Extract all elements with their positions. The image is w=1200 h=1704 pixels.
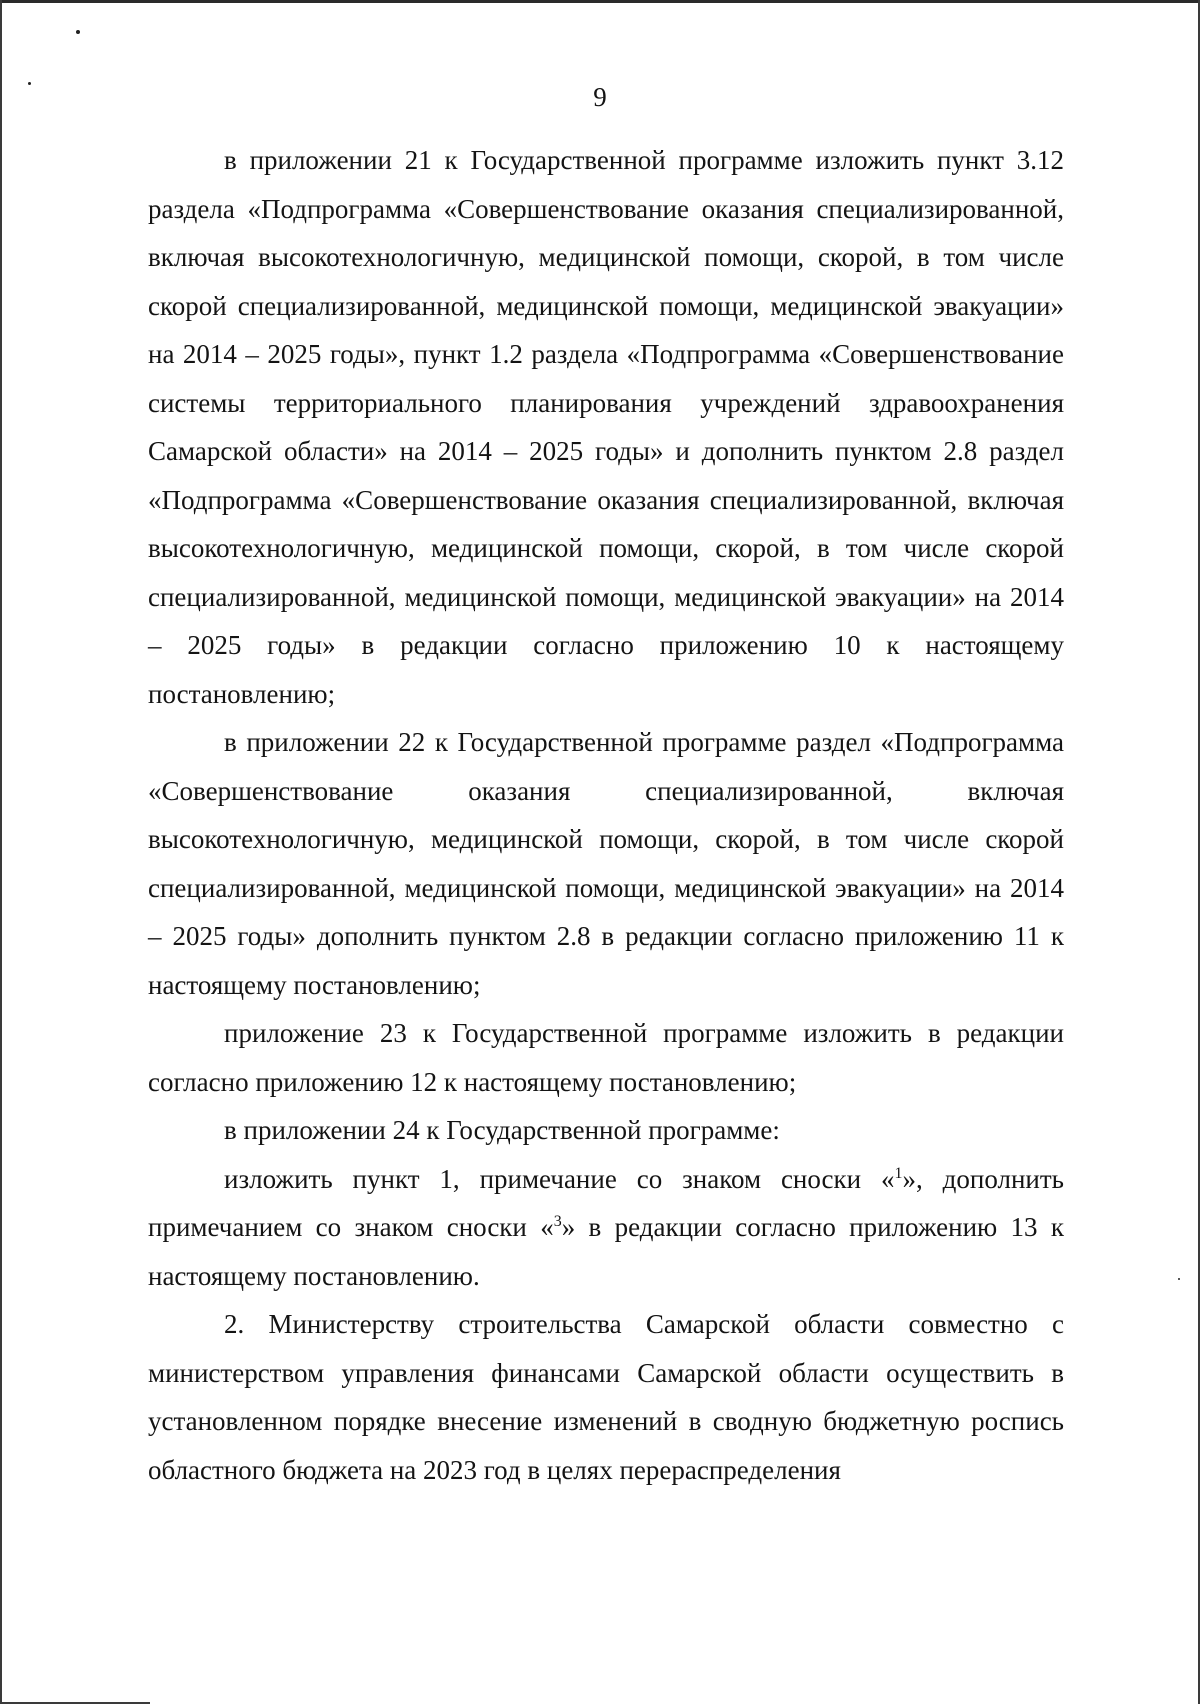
paragraph: в приложении 24 к Государственной программе:	[224, 1115, 780, 1145]
paragraph: в приложении 21 к Государственной программе изложить пункт 3.12 раздела «Подпрограмма «Совершенствование оказания специализированной, включая высокотехнологичную, медицинской помощи, скорой, в том числе скорой специализированной, медицинской помощи, медицинской эвакуации» на 2014 – 2025 годы», пункт 1.2 раздела «Подпрограмма «Совершенствование системы территориального планирования учреждений здравоохранения Самарской области» на 2014 – 2025 годы» и дополнить пунктом 2.8 раздел «Подпрограмма «Совершенствование оказания специализированной, включая высокотехнологичную, медицинской помощи, скорой, в том числе скорой специализированной, медицинской помощи, медицинской эвакуации» на 2014 – 2025 годы» в редакции согласно приложению 10 к настоящему постановлению;	[148, 145, 1064, 709]
scan-speck	[76, 30, 80, 34]
document-body	[148, 136, 1064, 1494]
paragraph: приложение 23 к Государственной программе изложить в редакции согласно приложению 12 к настоящему постановлению;	[148, 1018, 1064, 1097]
scan-edge-top	[0, 0, 1200, 3]
scan-speck	[1178, 1278, 1180, 1280]
paragraph: 2. Министерству строительства Самарской области совместно с министерством управления финансами Самарской области осуществить в установленном порядке внесение изменений в сводную бюджетную роспись областного бюджета на 2023 год в целях перераспределения	[148, 1309, 1064, 1485]
footnote-text-part: » в редакции согласно приложению 13 к настоящему постановлению.	[148, 1212, 1064, 1291]
footnote-mark: 1	[894, 1164, 903, 1182]
footnote-mark: 3	[553, 1213, 562, 1230]
scan-edge-left	[0, 0, 2, 1704]
footnote-text-part: изложить пункт 1, примечание со знаком сноски «	[224, 1163, 895, 1194]
paragraph: в приложении 22 к Государственной программе раздел «Подпрограмма «Совершенствование оказания специализированной, включая высокотехнологичную, медицинской помощи, скорой, в том числе скорой специализированной, медицинской помощи, медицинской эвакуации» на 2014 – 2025 годы» дополнить пунктом 2.8 в редакции согласно приложению 11 к настоящему постановлению;	[148, 727, 1064, 1000]
footnote-text-part: », дополнить примечанием со знаком сноски «	[148, 1163, 1064, 1242]
page-number: 9	[593, 82, 607, 112]
footnote-paragraph	[148, 1155, 1064, 1301]
